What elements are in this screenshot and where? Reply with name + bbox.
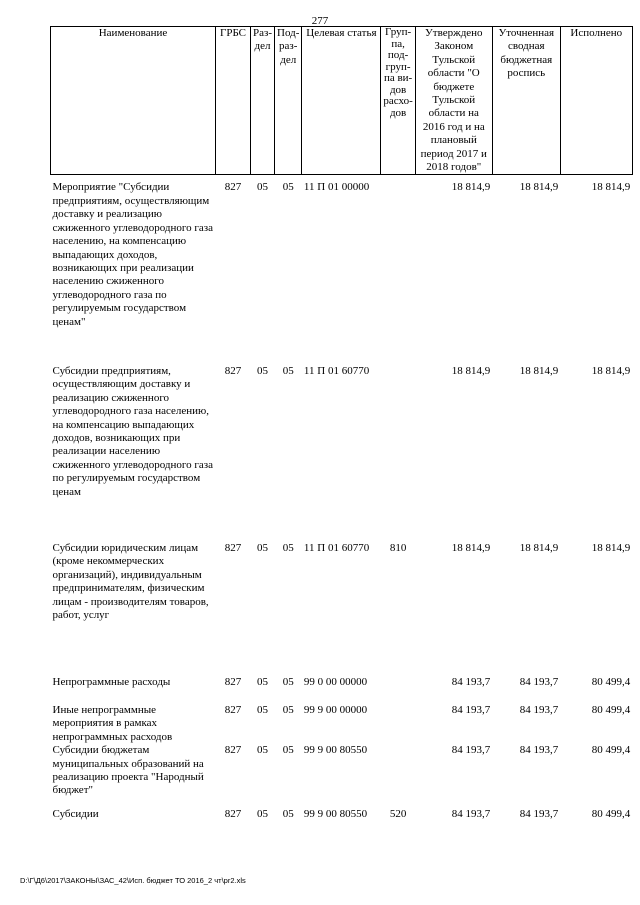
table-header-row [51,27,633,175]
budget-table [50,26,633,828]
header-grbs: ГРБС [216,27,251,175]
header-expense-group: Груп-па, под-груп-па ви-дов расхо-дов [381,27,415,175]
row-name: Иные непрограммные мероприятия в рамках непрограммных расходов [52,703,173,743]
row-expense-group: 810 [389,541,407,554]
file-path-footer: D:\Г\Д6\2017\ЗАКОНЫ\ЗАС_42\Исп. бюджет ТО 2016_2 чт\pr2.xls [20,876,246,885]
row-executed: 80 499,4 [591,703,631,716]
row-approved: 84 193,7 [451,744,491,757]
row-razdel: 05 [257,181,268,194]
row-refined: 84 193,7 [519,808,559,821]
row-target-article: 99 9 00 80550 [303,744,368,757]
row-grbs: 827 [224,744,242,757]
table-row [51,704,633,744]
row-approved: 84 193,7 [451,675,491,688]
row-approved: 18 814,9 [451,364,491,377]
row-podrazdel: 05 [282,744,294,757]
row-expense-group [381,704,415,744]
header-refined: Уточненная сводная бюджетная роспись [492,27,560,175]
row-executed: 18 814,9 [591,541,631,554]
row-target-article: 99 9 00 80550 [303,808,368,821]
row-approved: 84 193,7 [451,808,491,821]
row-podrazdel: 05 [282,181,294,194]
row-approved: 84 193,7 [451,703,491,716]
row-expense-group [381,744,415,808]
header-approved: Утверждено Законом Тульской области "О бюджете Тульской области на 2016 год и на плановый период 2017 и 2018 годов" [415,27,492,175]
table-row [51,676,633,704]
row-expense-group: 520 [389,808,407,821]
row-refined: 84 193,7 [519,703,559,716]
header-razdel: Раз-дел [251,27,275,175]
row-grbs: 827 [224,703,242,716]
row-podrazdel: 05 [282,541,294,554]
row-refined: 18 814,9 [519,364,559,377]
row-target-article: 11 П 01 60770 [303,364,370,377]
row-podrazdel: 05 [282,808,294,821]
table-row [51,365,633,542]
table-row [51,175,633,365]
row-grbs: 827 [224,181,242,194]
row-razdel: 05 [257,808,268,821]
table-row [51,542,633,676]
row-executed: 18 814,9 [591,364,631,377]
row-razdel: 05 [257,541,268,554]
row-expense-group [381,175,415,365]
row-razdel: 05 [257,744,268,757]
row-razdel: 05 [257,703,268,716]
row-refined: 84 193,7 [519,675,559,688]
row-refined: 18 814,9 [519,181,559,194]
row-grbs: 827 [224,808,242,821]
header-target-article: Целевая статья [302,27,381,175]
row-refined: 18 814,9 [519,541,559,554]
row-razdel: 05 [257,675,268,688]
header-executed: Исполнено [560,27,632,175]
row-target-article: 11 П 01 60770 [303,541,370,554]
row-name: Мероприятие "Субсидии предприятиям, осуществляющим доставку и реализацию сжиженного углеводородного газа населению, на компенсацию выпадающих доходов, возникающих при реализации населению сжиженного углеводородного газа по регулируемым государством ценам" [52,181,213,328]
header-podrazdel: Под-раз-дел [275,27,302,175]
row-executed: 80 499,4 [591,808,631,821]
row-target-article: 99 0 00 00000 [303,675,368,688]
row-name: Субсидии бюджетам муниципальных образований на реализацию проекта "Народный бюджет" [52,744,204,797]
page-number: 277 [311,15,329,27]
header-name: Наименование [51,27,216,175]
row-refined: 84 193,7 [519,744,559,757]
row-podrazdel: 05 [282,703,294,716]
row-name: Субсидии [52,808,99,821]
row-target-article: 99 9 00 00000 [303,703,368,716]
row-podrazdel: 05 [282,675,294,688]
row-expense-group [381,365,415,542]
row-name: Субсидии юридическим лицам (кроме некоммерческих организаций), индивидуальным предпринимателям, физическим лицам - производителям товаров, работ, услуг [52,541,209,621]
row-name: Непрограммные расходы [52,675,171,688]
row-approved: 18 814,9 [451,181,491,194]
row-razdel: 05 [257,364,268,377]
row-grbs: 827 [224,364,242,377]
row-executed: 80 499,4 [591,675,631,688]
row-target-article: 11 П 01 00000 [303,181,370,194]
row-podrazdel: 05 [282,364,294,377]
row-grbs: 827 [224,675,242,688]
table-row [51,808,633,828]
row-name: Субсидии предприятиям, осуществляющим доставку и реализацию сжиженного углеводородного газа населению, на компенсацию выпадающих доходов, возникающих при реализации населению сжиженного углеводородного газа по регулируемым государством ценам [52,364,213,498]
row-executed: 80 499,4 [591,744,631,757]
row-executed: 18 814,9 [591,181,631,194]
table-row [51,744,633,808]
row-grbs: 827 [224,541,242,554]
row-expense-group [381,676,415,704]
row-approved: 18 814,9 [451,541,491,554]
